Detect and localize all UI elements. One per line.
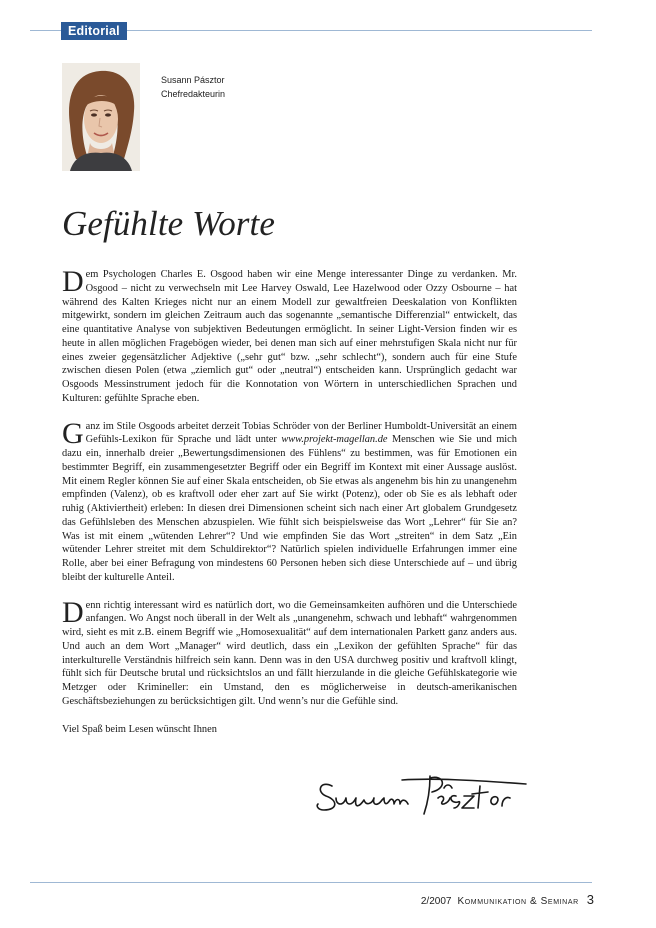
page-footer	[421, 892, 594, 907]
author-block	[161, 73, 225, 101]
page-number: 3	[586, 892, 594, 907]
paragraph-text: anz im Stile Osgoods arbeitet derzeit Tobias Schröder von der Berliner Humboldt-Universität an einem Gefühls-Lexikon für Sprache und lädt unter	[85, 420, 517, 446]
author-signature	[312, 770, 528, 822]
author-role: Chefredakteurin	[161, 89, 226, 99]
article-body	[62, 265, 517, 736]
paragraph-3	[62, 595, 517, 709]
paragraph-text: Menschen wie Sie und mich dazu ein, innerhalb dreier „Bewertungsdimensionen des Fühlens“ zu bestimmen, was für Emotionen ein bestimmter Begriff, ein zusammengesetzter Begriff oder ein Begriff im Kontext mit einer Aussage auslöst. Mit einem Regler können Sie auf einer Skala entscheiden, ob Sie etwas als angenehm bis hin zu unangenehm empfinden (Valenz), ob es kraftvoll oder eher zart auf Sie wirkt (Potenz), oder ob Sie es als lebhaft oder ruhig (Aktiviertheit) erleben: In diesen drei Dimensionen scheint sich nach einer Art globalem Grundgesetz das Gefühlsleben des Menschen abzuspielen. Wie fühlt sich beispielsweise das Wort „Lehrer“ für Sie an? Was ist mit einem „wütenden Lehrer“? Und wie empfinden Sie das Wort „streiten“ in dem Satz „Ein wütender Lehrer streitet mit dem Schuldirektor“? Natürlich spielen individuelle Erfahrungen immer eine Rolle, aber bei einer Befragung von mindestens 60 Personen heben sich diese Unterschiede auf – und übrig bleibt der kulturelle Anteil.	[62, 434, 517, 583]
paragraph-1	[62, 265, 517, 406]
paragraph-2	[62, 416, 517, 585]
footer-rule	[30, 882, 592, 883]
paragraph-text: em Psychologen Charles E. Osgood haben wir eine Menge interessanter Dinge zu verdanken. Mr. Osgood – nicht zu verwechseln mit Lee Harvey Oswald, Lee Hazelwood oder Ozzy Osbourne – hat während des Kalten Krieges nicht nur an einem Modell zur gewaltfreien Deeskalation von Konflikten mitgewirkt, sondern im gleichen Zeitraum auch das sogenannte „semantische Differenzial“ entwickelt, das eine quantitative Analyse von subjektiven Bedeutungen ermöglicht. In seiner Light-Version finden wir es heute in allen möglichen Fragebögen wieder, bei denen man sich auf einer mehrstufigen Skala nicht nur für eines zweier gegensätzlicher Adjektive („sehr gut“ bzw. „sehr schlecht“), sondern auch für eine Stufe zwischen diesen Polen (etwa „ziemlich gut“ oder „neutral“) entscheiden kann. Ursprünglich gedacht war Osgoods Messinstrument jedoch für die Konnotation von Wörtern in unterschiedlichen Sprachen und Kulturen: gefühlte Sprache eben.	[62, 269, 517, 404]
magazine-name: Kommunikation & Seminar	[457, 896, 579, 907]
drop-cap: D	[62, 265, 84, 298]
issue-number: 2/2007	[420, 896, 452, 907]
section-label: Editorial	[61, 22, 127, 40]
web-link[interactable]: www.projekt-magellan.de	[281, 434, 388, 446]
article-title: Gefühlte Worte	[62, 204, 275, 243]
paragraph-text: enn richtig interessant wird es natürlich dort, wo die Gemeinsamkeiten aufhören und die Unterschiede anfangen. Wo Angst noch überall in der Welt als „unangenehm, schwach und lebhaft“ wahrgenommen wird, sieht es mit z.B. einem Begriff wie „Homosexualität“ auf dem internationalen Parkett ganz anders aus. Und auch an dem Wort „Manager“ wird deutlich, dass ein „Lexikon der gefühlten Sprache“ für das interkulturelle Verständnis hilfreich sein kann. Denn was in den USA durchweg positiv und kraftvoll klingt, fühlt sich für Deutsche brutal und rücksichtslos an und fällt hierzulande in die gleiche Gefühlskategorie wie Metzger oder Krimineller: ein Umstand, den es möglicherweise in deutsch-amerikanischen Geschäftsbeziehungen zu berücksichtigen gilt. Und wenn’s nur die Gefühle sind.	[62, 599, 517, 707]
author-photo	[62, 63, 140, 171]
closing-line: Viel Spaß beim Lesen wünscht Ihnen	[62, 723, 217, 735]
drop-cap: D	[62, 595, 84, 629]
drop-cap: G	[62, 416, 84, 450]
author-name: Susann Pásztor	[161, 75, 225, 85]
